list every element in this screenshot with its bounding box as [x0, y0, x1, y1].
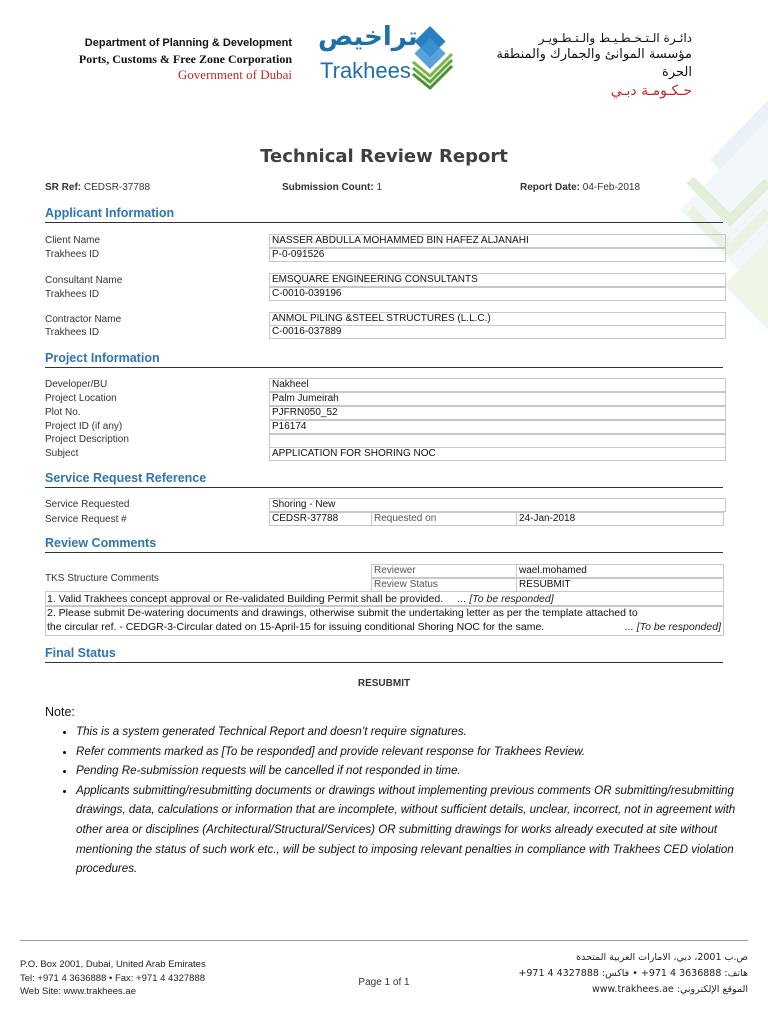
dept-name-arabic: دائـرة الـتـخـطـيـط والـتـطـويـر	[538, 31, 692, 45]
requested-on-label: Requested on	[371, 512, 517, 526]
note-heading: Note:	[45, 705, 75, 719]
client-name-label: Client Name	[45, 235, 101, 246]
notes-list	[58, 722, 736, 879]
to-be-responded-tag: ... [To be responded]	[625, 621, 721, 633]
footer-address-arabic: ص.ب 2001، دبي، الامارات العربية المتحدة هاتف: 3636888 4 971+ • فاكس: 4327888 4 971+ الموقع الإلكتروني: www.trakhees.ae	[518, 952, 748, 995]
consultant-id-value: C-0010-039196	[269, 287, 726, 301]
corp-name-arabic: مؤسسة الموانئ والجمارك والمنطقة الحرة	[496, 47, 692, 80]
page-title: Technical Review Report	[260, 146, 508, 167]
review-comment-1: 1. Valid Trakhees concept approval or Re-validated Building Permit shall be provided. ... [To be responded]	[45, 591, 724, 607]
corp-name: Ports, Customs & Free Zone Corporation	[78, 52, 292, 66]
tks-structure-label: TKS Structure Comments	[45, 573, 159, 584]
review-comment-2: 2. Please submit De-watering documents and drawings, otherwise submit the undertaking letter as per the template attached to the circular ref. - CEDGR-3-Circular dated on 15-April-15 for issuing conditional Shoring NOC for the same. ... [To be responded]	[45, 605, 724, 636]
location-label: Project Location	[45, 393, 117, 404]
location-value: Palm Jumeirah	[269, 392, 726, 406]
report-date: Report Date: 04-Feb-2018	[520, 182, 641, 193]
government-name-arabic: حـكـومـة دبـي	[610, 83, 692, 99]
description-label: Project Description	[45, 434, 129, 445]
consultant-id-label: Trakhees ID	[45, 289, 100, 300]
sr-ref: SR Ref: CEDSR-37788	[45, 182, 151, 193]
footer-divider	[20, 940, 748, 941]
note-item: • Refer comments marked as [To be responded] and provide relevant response for Trakhees Review.	[76, 742, 736, 762]
client-id-value: P-0-091526	[269, 248, 726, 262]
section-service-heading: Service Request Reference	[45, 471, 723, 488]
consultant-name-value: EMSQUARE ENGINEERING CONSULTANTS	[269, 273, 726, 287]
contractor-name-label: Contractor Name	[45, 314, 122, 325]
project-id-label: Project ID (if any)	[45, 421, 123, 432]
service-requested-label: Service Requested	[45, 499, 130, 510]
subject-value: APPLICATION FOR SHORING NOC	[269, 447, 726, 461]
header-left-block	[60, 36, 292, 83]
service-number-value: CEDSR-37788	[269, 512, 372, 526]
note-item: • Pending Re-submission requests will be cancelled if not responded in time.	[76, 761, 736, 781]
client-name-value: NASSER ABDULLA MOHAMMED BIN HAFEZ ALJANAHI	[269, 234, 726, 248]
government-name: Government of Dubai	[177, 67, 292, 82]
contractor-id-label: Trakhees ID	[45, 327, 100, 338]
logo-arabic-text: تراخيص	[318, 22, 418, 52]
section-final-heading: Final Status	[45, 646, 723, 663]
note-item: • This is a system generated Technical Report and doesn’t require signatures.	[76, 722, 736, 742]
developer-value: Nakheel	[269, 378, 726, 392]
page-number: Page 1 of 1	[358, 977, 410, 988]
final-status-value: RESUBMIT	[357, 678, 411, 689]
to-be-responded-tag: ... [To be responded]	[457, 593, 554, 605]
contractor-id-value: C-0016-037889	[269, 325, 726, 339]
review-status-label: Review Status	[371, 578, 517, 592]
section-project-heading: Project Information	[45, 351, 723, 368]
contractor-name-value: ANMOL PILING &STEEL STRUCTURES (L.L.C.)	[269, 312, 726, 326]
project-id-value: P16174	[269, 420, 726, 434]
note-item: • Applicants submitting/resubmitting documents or drawings without implementing previous comments OR submitting/resubmitting drawings, data, calculations or information that are incomplete, without sufficient details, unclear, incorrect, not in agreement with other area or disciplines (Architectural/Structural/Services) OR submitting drawings for works already executed at site without mentioning the status of such work etc., will be subject to imposing relevant penalties in compliance with Trakhees CED violation procedures.	[76, 781, 736, 879]
developer-label: Developer/BU	[45, 379, 108, 390]
logo-english-text: Trakhees	[320, 58, 411, 83]
header-right-block	[470, 30, 692, 100]
dept-name: Department of Planning & Development	[84, 37, 292, 49]
description-value	[269, 434, 726, 448]
review-status-value: RESUBMIT	[516, 578, 724, 592]
section-applicant-heading: Applicant Information	[45, 206, 723, 223]
subject-label: Subject	[45, 448, 79, 459]
client-id-label: Trakhees ID	[45, 249, 100, 260]
service-requested-value: Shoring - New	[269, 498, 726, 512]
plot-label: Plot No.	[45, 407, 81, 418]
reviewer-value: wael.mohamed	[516, 564, 724, 578]
service-number-label: Service Request #	[45, 514, 127, 525]
section-review-heading: Review Comments	[45, 536, 723, 553]
submission-count: Submission Count: 1	[282, 182, 383, 193]
reviewer-label: Reviewer	[371, 564, 517, 578]
requested-on-value: 24-Jan-2018	[516, 512, 724, 526]
footer-address-english: P.O. Box 2001, Dubai, United Arab Emirates Tel: +971 4 3636888 • Fax: +971 4 4327888 Web Site: www.trakhees.ae	[20, 959, 206, 997]
plot-value: PJFRN050_52	[269, 406, 726, 420]
consultant-name-label: Consultant Name	[45, 275, 123, 286]
